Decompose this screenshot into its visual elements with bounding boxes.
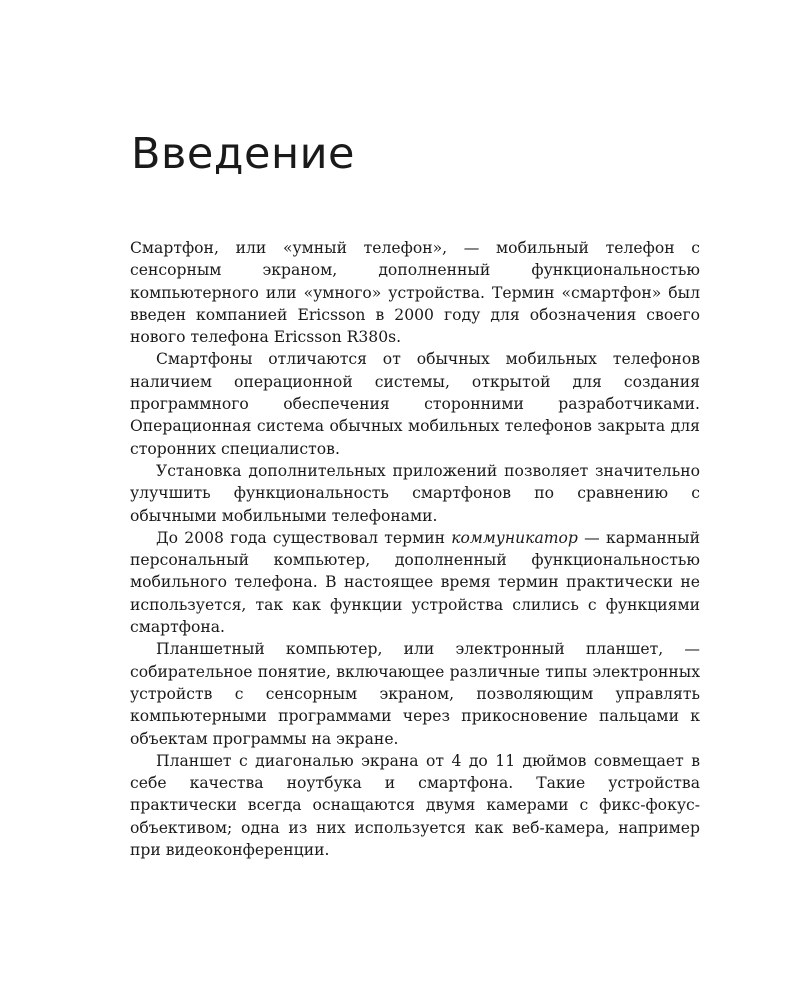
chapter-title: Введение	[131, 129, 355, 179]
paragraph-communicator-before: До 2008 года существовал термин	[156, 528, 452, 547]
paragraph-communicator	[130, 527, 700, 638]
paragraph-communicator-after: — карманный персональный компьютер, дополненный функциональностью мобильного телефона. В настоящее время термин практически не используется, так как функции устройства слились с функциями смартфона.	[130, 528, 700, 637]
term-communicator: коммуникатор	[451, 528, 578, 547]
paragraph-tablet-diagonal: Планшет с диагональю экрана от 4 до 11 дюймов совмещает в себе качества ноутбука и смартфона. Такие устройства практически всегда оснащаются двумя камерами с фикс-фокус-объективом; одна из них используется как веб-камера, например при видеоконференции.	[130, 751, 700, 860]
paragraph-smartphone-os: Смартфоны отличаются от обычных мобильных телефонов наличием операционной системы, открытой для создания программного обеспечения сторонними разработчиками. Операционная система обычных мобильных телефонов закрыта для сторонних специалистов.	[130, 350, 700, 458]
paragraph-apps: Установка дополнительных приложений позволяет значительно улучшить функциональность смартфонов по сравнению с обычными мобильными телефонами.	[130, 461, 700, 525]
paragraph-smartphone-definition: Смартфон, или «умный телефон», — мобильный телефон с сенсорным экраном, дополненный функциональностью компьютерного или «умного» устройства. Термин «смартфон» был введен компанией Ericsson в 2000 году для обозначения своего нового телефона Ericsson R380s.	[130, 239, 700, 347]
chapter-body	[130, 237, 700, 861]
paragraph-tablet-definition: Планшетный компьютер, или электронный планшет, — собирательное понятие, включающее различные типы электронных устройств с сенсорным экраном, позволяющим управлять компьютерными программами через прикосновение пальцами к объектам программы на экране.	[130, 640, 700, 748]
